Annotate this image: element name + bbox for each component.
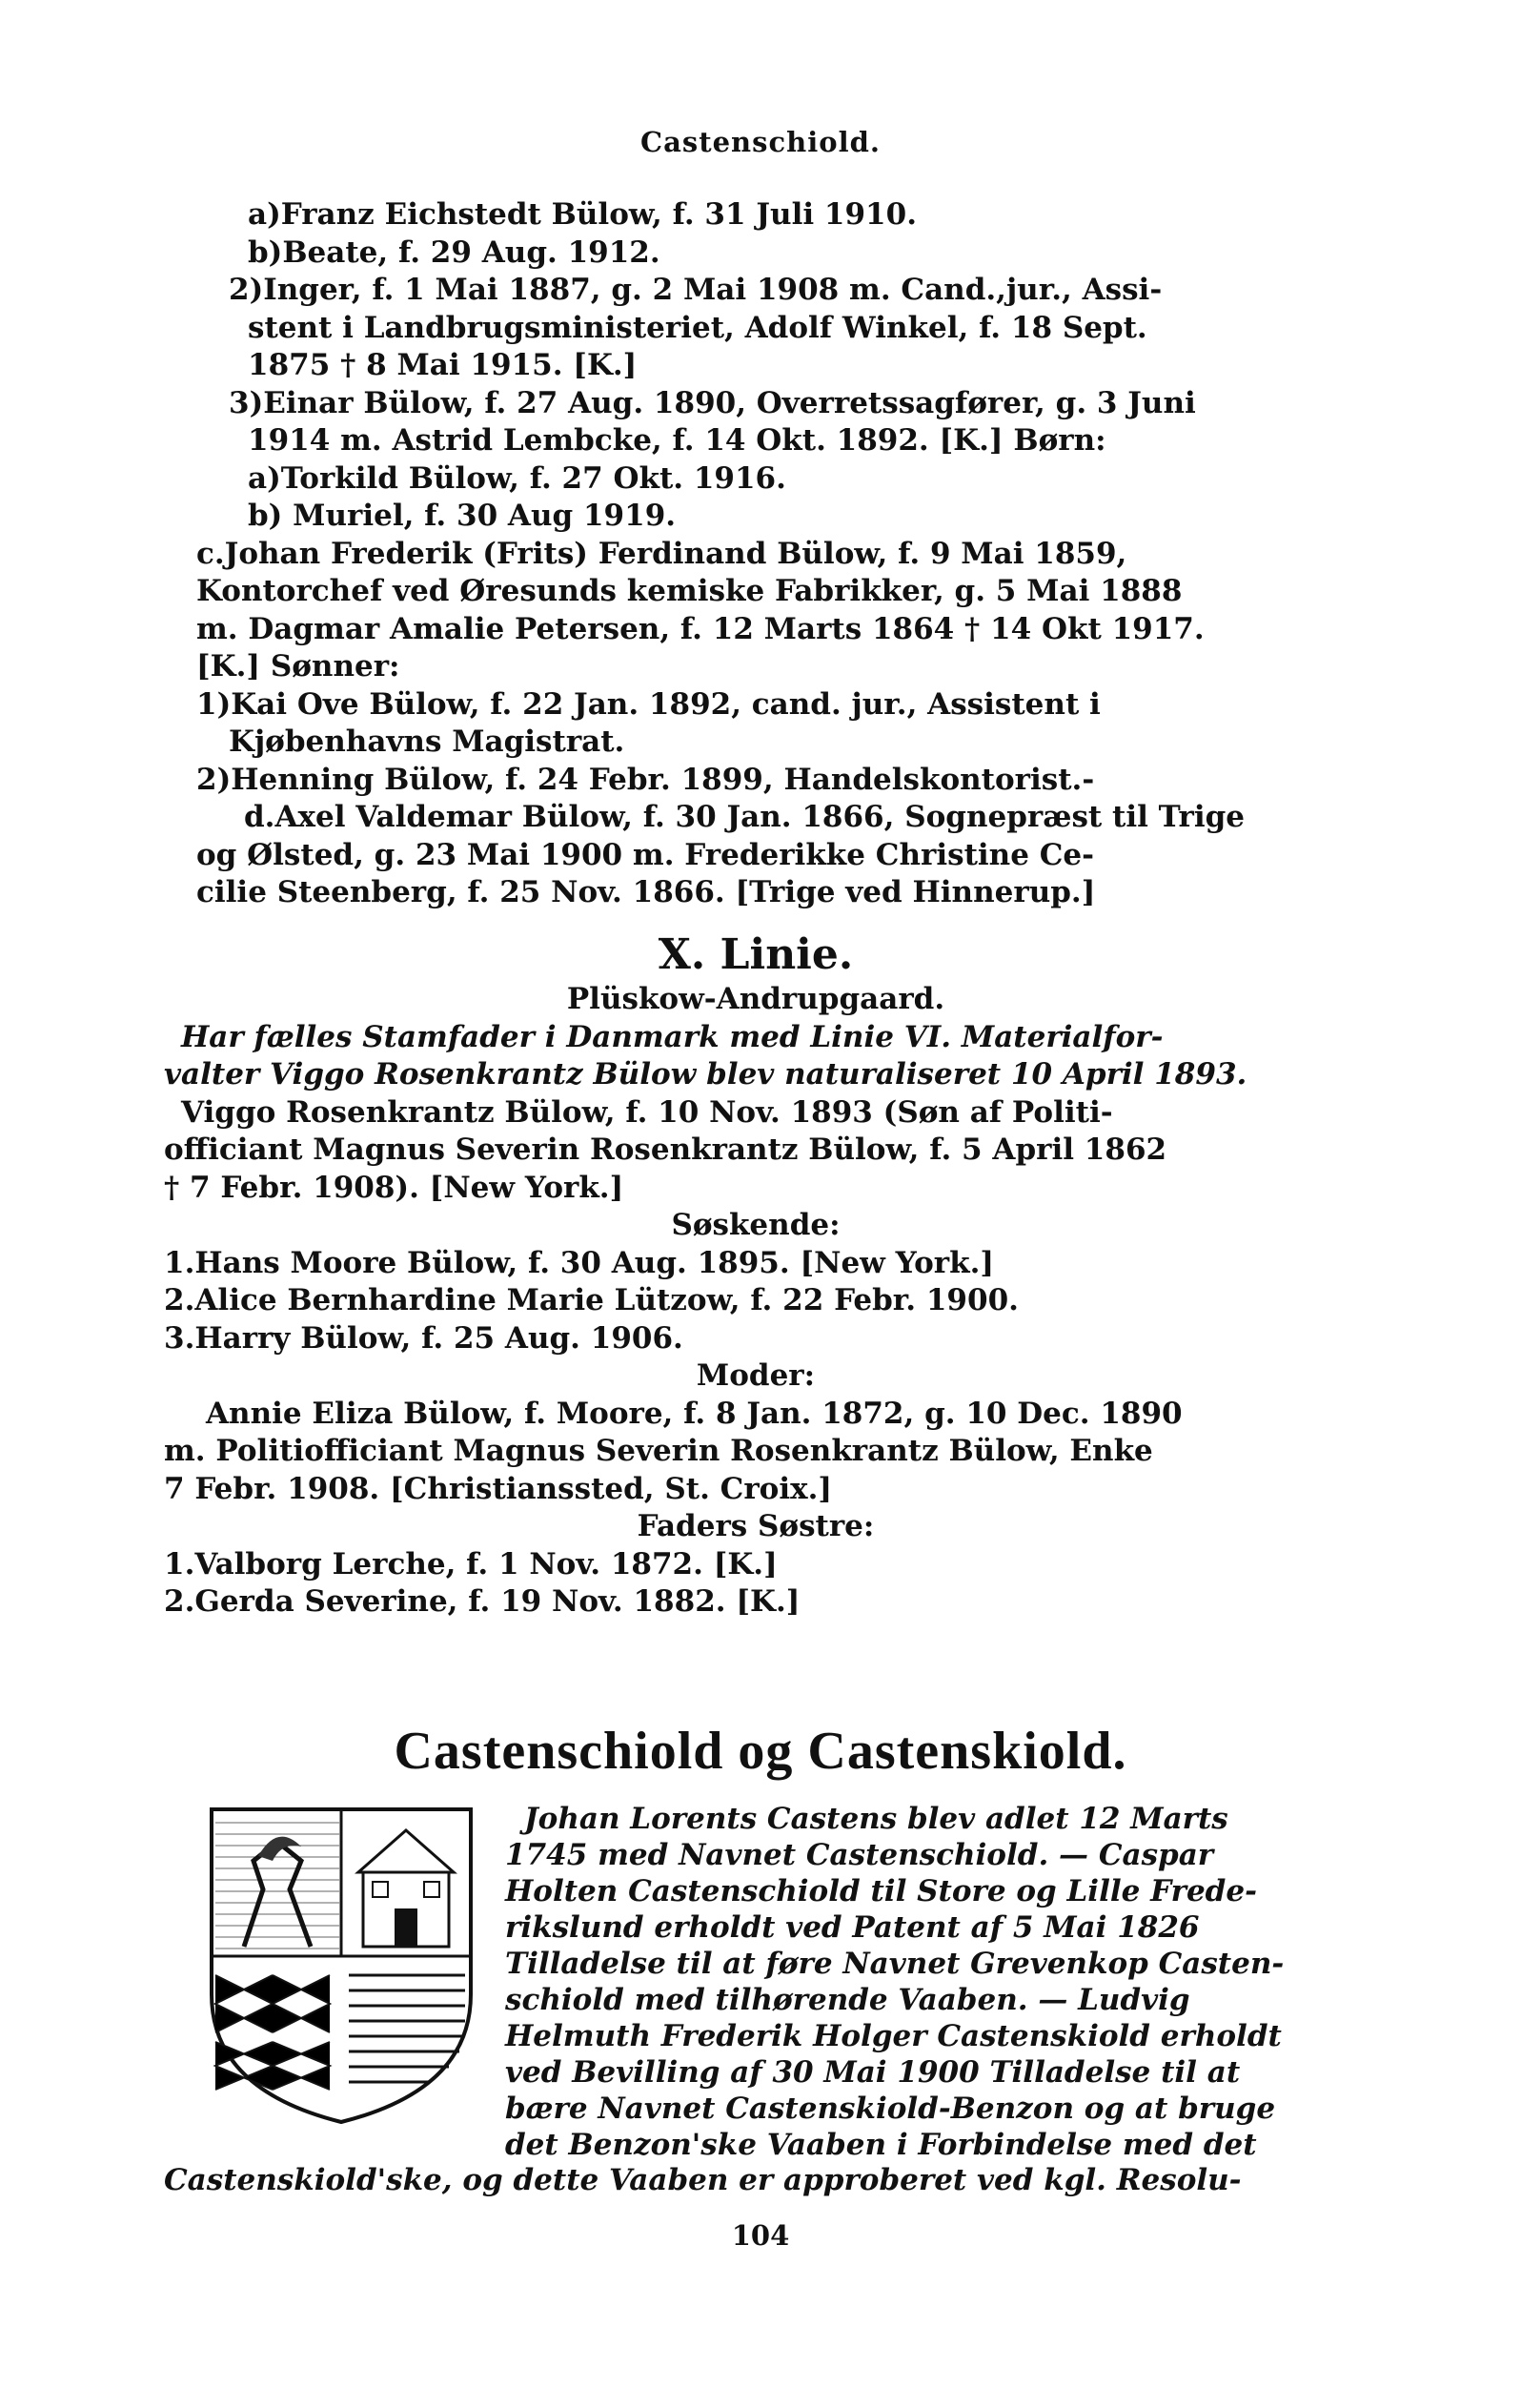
page-number: 104 — [731, 2219, 790, 2252]
text-line: m. Politiofficiant Magnus Severin Rosenkrantz Bülow, Enke — [164, 1434, 1153, 1468]
text-line: b) Muriel, f. 30 Aug 1919. — [248, 499, 677, 533]
text-line: cilie Steenberg, f. 25 Nov. 1866. [Trige ved Hinnerup.] — [196, 875, 1096, 909]
text-line: b)Beate, f. 29 Aug. 1912. — [248, 235, 660, 270]
text-line: officiant Magnus Severin Rosenkrantz Bülow, f. 5 April 1862 — [164, 1133, 1167, 1167]
running-header: Castenschiold. — [640, 126, 881, 158]
text-line: stent i Landbrugsministeriet, Adolf Winkel, f. 18 Sept. — [248, 310, 1147, 345]
list-item: 1.Valborg Lerche, f. 1 Nov. 1872. [K.] — [164, 1546, 778, 1582]
text-line: m. Dagmar Amalie Petersen, f. 12 Marts 1864 † 14 Okt 1917. — [196, 611, 1205, 646]
list-item: 3.Harry Bülow, f. 25 Aug. 1906. — [164, 1320, 683, 1356]
heading-mother: Moder: — [696, 1358, 816, 1393]
section-title: X. Linie. — [658, 929, 854, 979]
text-line: † 7 Febr. 1908). [New York.] — [164, 1170, 624, 1205]
text-line: valter Viggo Rosenkrantz Bülow blev naturaliseret 10 April 1893. — [164, 1057, 1247, 1092]
list-item: 2.Alice Bernhardine Marie Lützow, f. 22 Febr. 1900. — [164, 1283, 1019, 1317]
heading-aunts: Faders Søstre: — [637, 1509, 875, 1543]
text-line: Annie Eliza Bülow, f. Moore, f. 8 Jan. 1872, g. 10 Dec. 1890 — [206, 1396, 1183, 1431]
heading-siblings: Søskende: — [671, 1208, 841, 1242]
text-line: a)Torkild Bülow, f. 27 Okt. 1916. — [248, 460, 786, 496]
list-item: 2.Gerda Severine, f. 19 Nov. 1882. [K.] — [164, 1584, 801, 1619]
text-line: schiold med tilhørende Vaaben. — Ludvig — [505, 1983, 1190, 2017]
text-line: a)Franz Eichstedt Bülow, f. 31 Juli 1910. — [248, 197, 917, 232]
text-line: 1)Kai Ove Bülow, f. 22 Jan. 1892, cand. jur., Assistent i — [196, 686, 1101, 722]
text-line: 3)Einar Bülow, f. 27 Aug. 1890, Overretssagfører, g. 3 Juni — [229, 385, 1196, 420]
text-line: 1745 med Navnet Castenschiold. — Caspar — [505, 1838, 1214, 1872]
list-item: 1.Hans Moore Bülow, f. 30 Aug. 1895. [New York.] — [164, 1245, 995, 1280]
text-line: d.Axel Valdemar Bülow, f. 30 Jan. 1866, Sognepræst til Trige — [244, 800, 1245, 834]
text-line: Kontorchef ved Øresunds kemiske Fabrikker, g. 5 Mai 1888 — [196, 574, 1183, 608]
text-line: det Benzon'ske Vaaben i Forbindelse med det — [505, 2128, 1257, 2162]
text-line: 2)Henning Bülow, f. 24 Febr. 1899, Handelskontorist.- — [196, 762, 1095, 797]
coat-of-arms-icon — [206, 1804, 477, 2128]
text-line: rikslund erholdt ved Patent af 5 Mai 1826 — [505, 1910, 1200, 1945]
text-line: bære Navnet Castenskiold-Benzon og at bruge — [505, 2092, 1276, 2126]
text-line: 2)Inger, f. 1 Mai 1887, g. 2 Mai 1908 m. Cand.,jur., Assi- — [229, 273, 1163, 307]
text-line: Johan Lorents Castens blev adlet 12 Marts — [524, 1802, 1228, 1836]
text-line: Har fælles Stamfader i Danmark med Linie VI. Materialfor- — [181, 1019, 1164, 1054]
section-subtitle: Plüskow-Andrupgaard. — [566, 981, 945, 1016]
main-text — [164, 196, 1348, 1622]
crest-description — [505, 1801, 1349, 2163]
text-line: 1875 † 8 Mai 1915. [K.] — [248, 348, 638, 382]
chapter-title: Castenschiold og Castenskiold. — [394, 1722, 1127, 1781]
text-line: Helmuth Frederik Holger Castenskiold erholdt — [505, 2019, 1282, 2053]
text-line: 1914 m. Astrid Lembcke, f. 14 Okt. 1892. [K.] Børn: — [248, 423, 1106, 458]
text-line: Castenskiold'ske, og dette Vaaben er approberet ved kgl. Resolu- — [164, 2163, 1242, 2197]
text-line: ved Bevilling af 30 Mai 1900 Tilladelse til at — [505, 2055, 1241, 2090]
text-line: Viggo Rosenkrantz Bülow, f. 10 Nov. 1893 (Søn af Politi- — [181, 1094, 1113, 1130]
text-line: Tilladelse til at føre Navnet Grevenkop Casten- — [505, 1947, 1285, 1981]
text-line: 7 Febr. 1908. [Christianssted, St. Croix.] — [164, 1471, 833, 1506]
text-line: c.Johan Frederik (Frits) Ferdinand Bülow, f. 9 Mai 1859, — [196, 536, 1127, 571]
text-line: Kjøbenhavns Magistrat. — [229, 724, 625, 759]
text-line: [K.] Sønner: — [196, 649, 400, 684]
text-line: Holten Castenschiold til Store og Lille Frede- — [505, 1874, 1257, 1908]
text-line: og Ølsted, g. 23 Mai 1900 m. Frederikke Christine Ce- — [196, 837, 1094, 872]
